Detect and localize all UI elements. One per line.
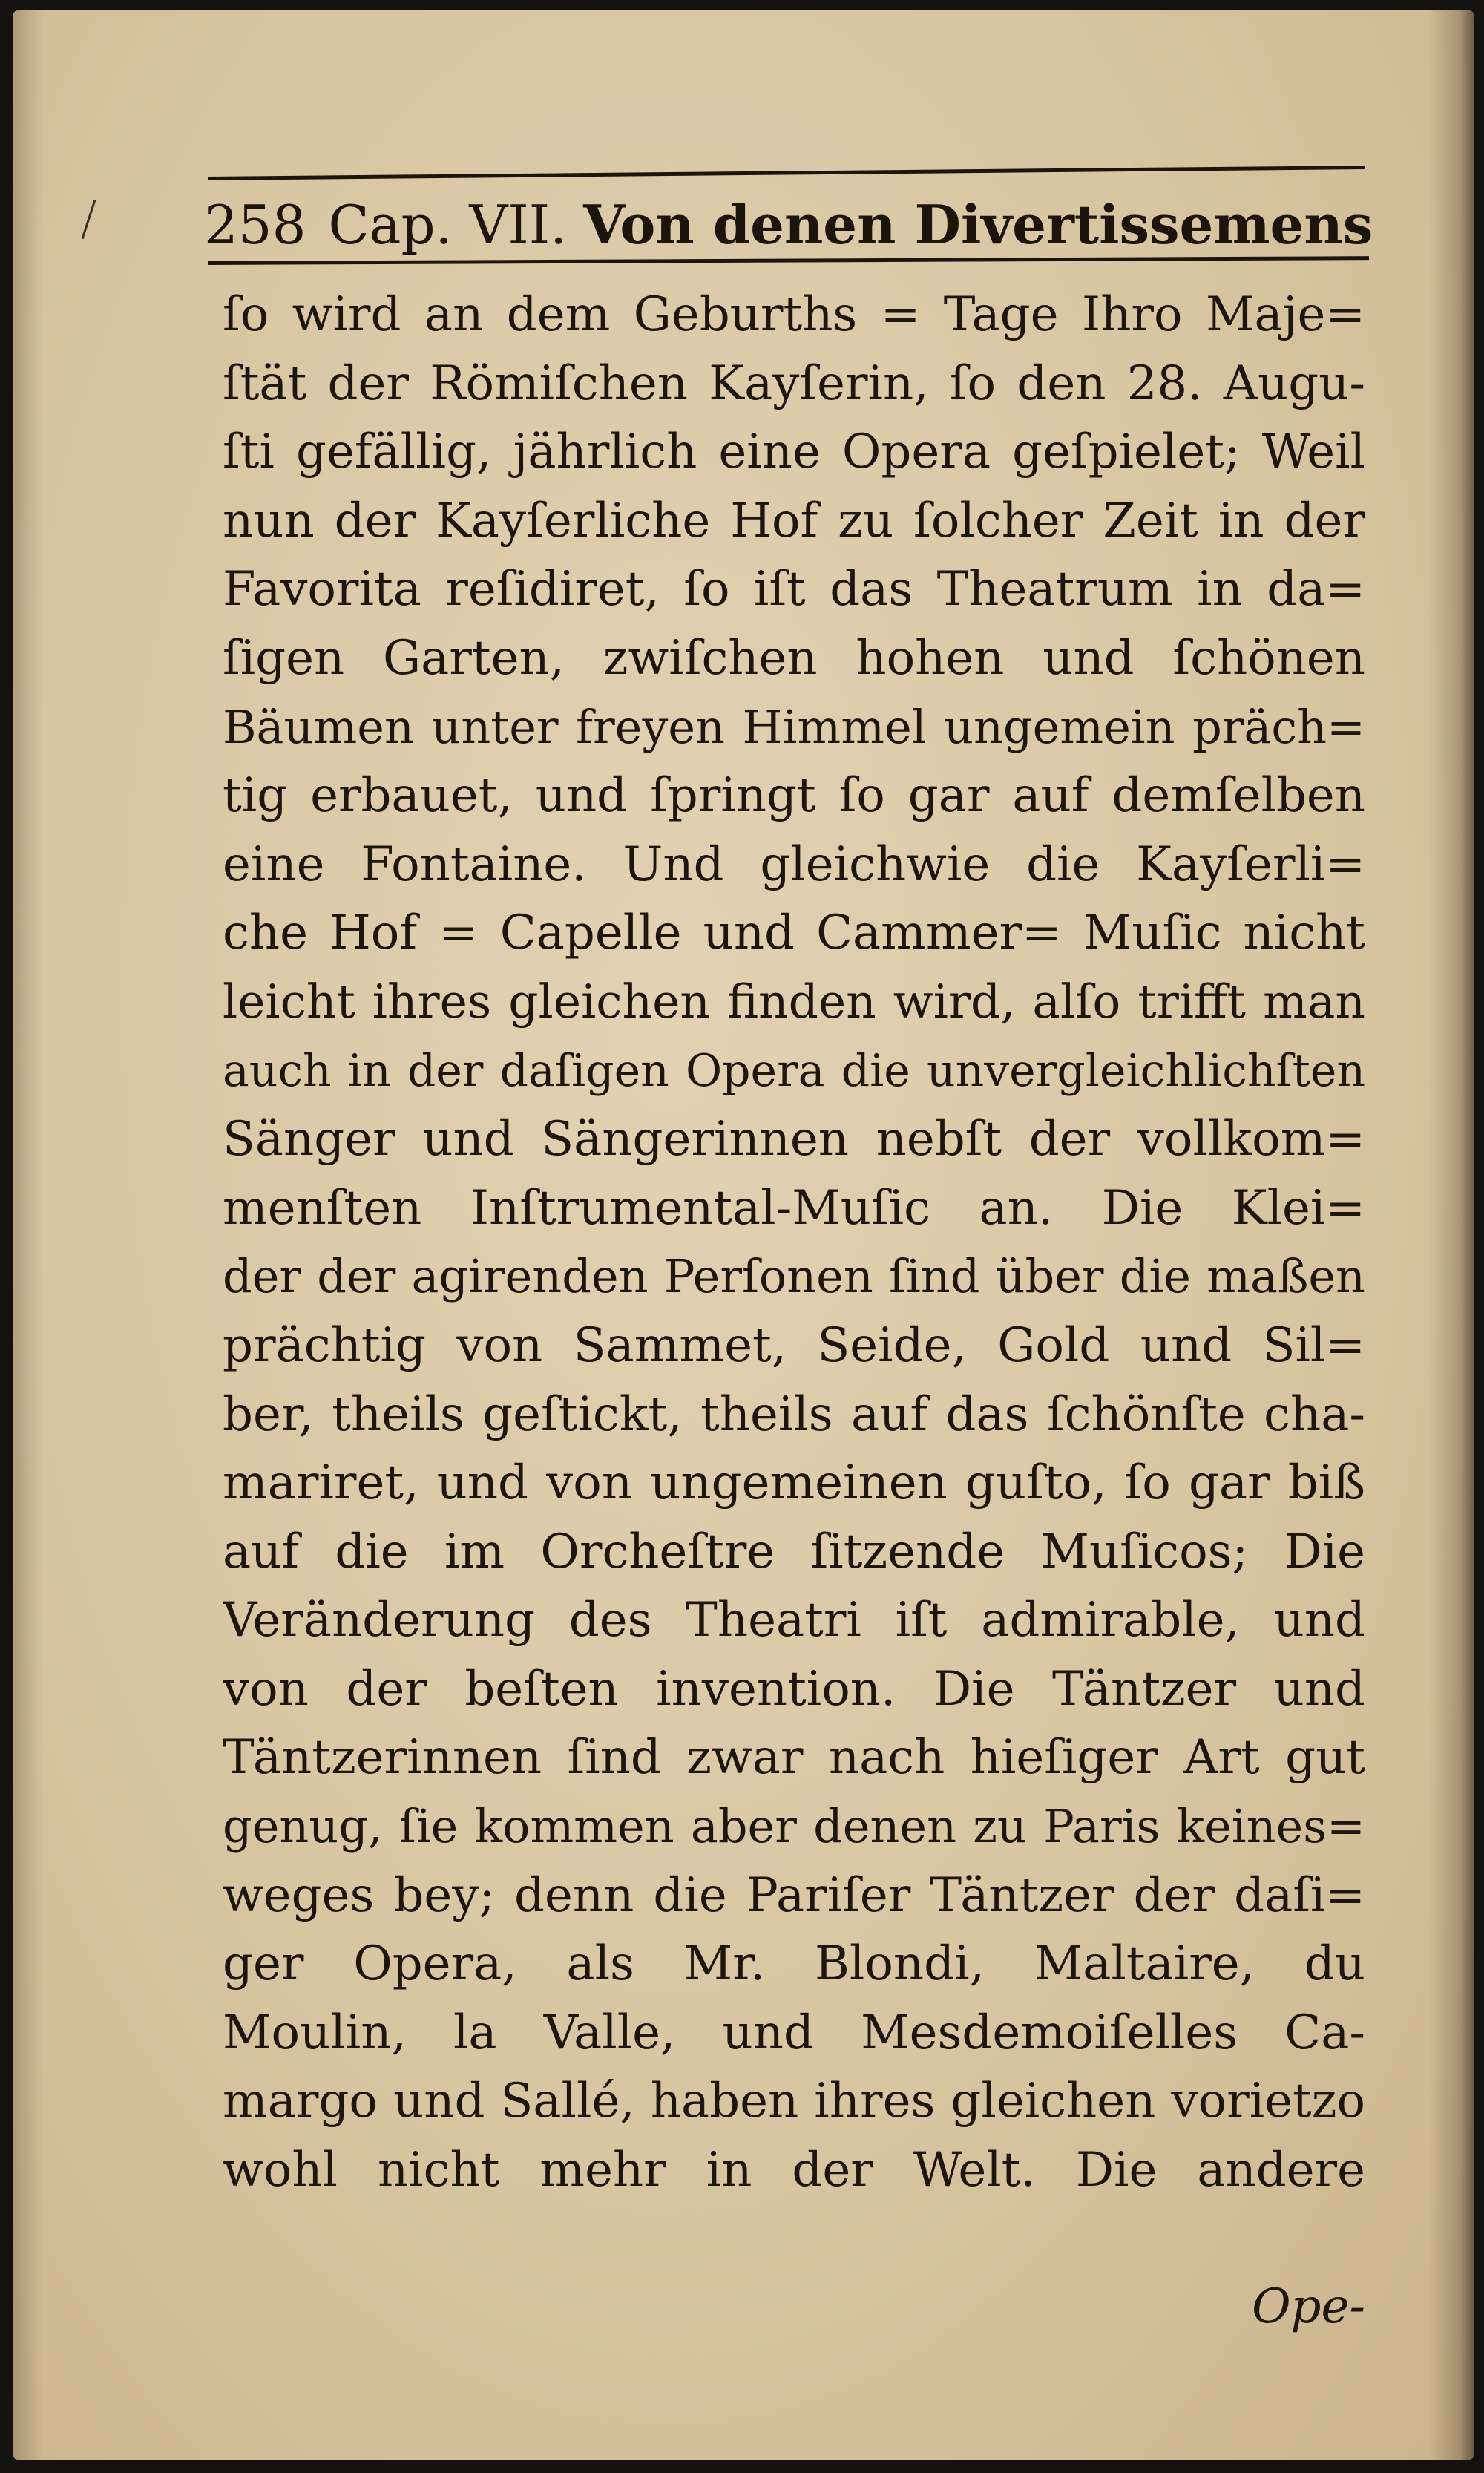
text-line: Veränderung des Theatri iſt admirable, und [223, 1593, 1365, 1648]
text-line: prächtig von Sammet, Seide, Gold und Sil= [223, 1317, 1365, 1373]
text-line: ſtät der Römiſchen Kayſerin, ſo den 28. Augu- [223, 356, 1365, 411]
text-line: mariret, und von ungemeinen guſto, ſo gar biß [223, 1455, 1365, 1511]
text-line: margo und Sallé, haben ihres gleichen vorietzo [223, 2074, 1365, 2129]
text-line: nun der Kayſerliche Hof zu ſolcher Zeit in der [223, 493, 1365, 548]
text-line: auf die im Orcheſtre ſitzende Muſicos; Die [223, 1524, 1365, 1579]
text-line: tig erbauet, und ſpringt ſo gar auf demſelben [223, 768, 1365, 824]
page-edge-shadow [1429, 10, 1474, 2460]
text-line: wohl nicht mehr in der Welt. Die andere [223, 2143, 1365, 2198]
text-line: auch in der daſigen Opera die unvergleichlichſten [223, 1044, 1365, 1097]
text-line: ber, theils geſtickt, theils auf das ſchönſte cha- [223, 1386, 1365, 1442]
text-line: weges bey; denn die Pariſer Täntzer der daſi= [223, 1867, 1365, 1923]
text-line: Sänger und Sängerinnen nebſt der vollkom= [223, 1112, 1365, 1167]
body-text [223, 281, 1365, 2205]
text-line: leicht ihres gleichen finden wird, alſo trifft man [223, 974, 1365, 1029]
text-line: Favorita reſidiret, ſo iſt das Theatrum in da= [223, 562, 1365, 618]
text-line: menſten Inſtrumental-Muſic an. Die Klei= [223, 1180, 1365, 1236]
text-line: genug, ſie kommen aber denen zu Paris keines= [223, 1799, 1365, 1854]
text-line: ſo wird an dem Geburths = Tage Ihro Maje= [223, 287, 1365, 342]
text-line: der der agirenden Perſonen ſind über die maßen [223, 1249, 1365, 1304]
page-gutter-shadow [13, 10, 43, 2460]
text-line: Moulin, la Valle, und Mesdemoiſelles Ca- [223, 2005, 1365, 2060]
catchword: Ope- [1252, 2279, 1365, 2334]
text-line: eine Fontaine. Und gleichwie die Kayſerli= [223, 836, 1365, 892]
running-title: Von denen Divertissemens [583, 193, 1373, 256]
text-line: Bäumen unter freyen Himmel ungemein präch= [223, 699, 1365, 754]
text-line: ger Opera, als Mr. Blondi, Maltaire, du [223, 1936, 1365, 1992]
text-line: Täntzerinnen ſind zwar nach hieſiger Art gut [223, 1730, 1365, 1786]
chapter-label: Cap. VII. [328, 194, 568, 256]
running-header [204, 189, 1373, 260]
page-number: 258 [204, 194, 306, 256]
text-line: von der beſten invention. Die Täntzer und [223, 1661, 1365, 1717]
text-line: ſigen Garten, zwiſchen hohen und ſchönen [223, 630, 1365, 686]
text-line: che Hof = Capelle und Cammer= Muſic nicht [223, 905, 1365, 961]
text-line: ſti gefällig, jährlich eine Opera geſpielet; Weil [223, 425, 1365, 480]
